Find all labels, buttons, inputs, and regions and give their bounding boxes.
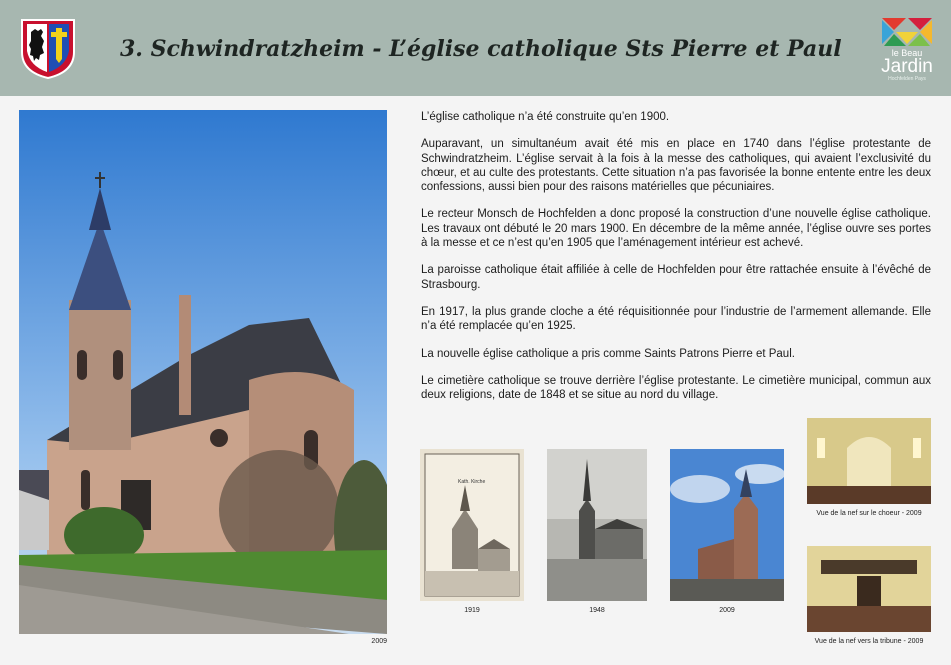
logo-text-jardin: Jardin [881,56,933,77]
page-title: 3. Schwindratzheim - L’église catholique Sts Pierre et Paul [120,36,842,62]
paragraph: Auparavant, un simultanéum avait été mis en place en 1740 dans l’église protestante de Schwindratzheim. L’église servait à la fois à la messe des catholiques, qui avaient l’exclusivité du chœur, et au culte des protestants. Cette situation n’a pas favorisée la bonne entente entre les deux confessions, aussi bien pour des raisons matérielles que pécuniaires. [421,138,931,194]
photo-2009-caption: 2009 [719,607,735,614]
paragraph: En 1917, la plus grande cloche a été réquisitionnée pour l’industrie de l’armement allemande. Elle n’a été remplacée qu’en 1925. [421,305,931,333]
logo-text-le-beau: le Beau [891,48,923,58]
photo-nave-tribune-caption: Vue de la nef vers la tribune - 2009 [814,638,924,645]
photo-nave-tribune [807,546,931,632]
photo-nave-choir [807,418,931,504]
photo-nave-choir-caption: Vue de la nef sur le choeur - 2009 [816,510,922,517]
photo-1919-caption: 1919 [464,607,480,614]
coat-of-arms-icon [20,18,76,80]
paragraph: Le recteur Monsch de Hochfelden a donc proposé la construction d’une nouvelle église catholique. Les travaux ont débuté le 20 mars 1900. En décembre de la même année, l’église ouvre ses portes à la messe et ce n’est qu’en 1905 que l’aménagement intérieur est achevé. [421,208,931,250]
photo-1948-caption: 1948 [589,607,605,614]
main-photo-caption: 2009 [371,638,387,645]
postcard-label: Kath. Kirche [458,479,486,485]
photo-1948 [547,449,647,601]
paragraph: La nouvelle église catholique a pris comme Saints Patrons Pierre et Paul. [421,347,795,360]
photo-2009 [670,449,784,601]
main-church-photo [19,110,387,634]
paragraph: Le cimetière catholique se trouve derrière l’église protestante. Le cimetière municipal, commun aux deux religions, date de 1848 et se situe au nord du village. [421,374,931,402]
photo-1919-postcard [420,449,524,601]
logo-text-subtitle: Hochfelden Pays [888,76,926,82]
body-text [421,110,931,415]
paragraph: L’église catholique n’a été construite qu’en 1900. [421,111,670,123]
paragraph: La paroisse catholique était affiliée à celle de Hochfelden pour être rattachée ensuite à l’évêché de Strasbourg. [421,264,931,291]
